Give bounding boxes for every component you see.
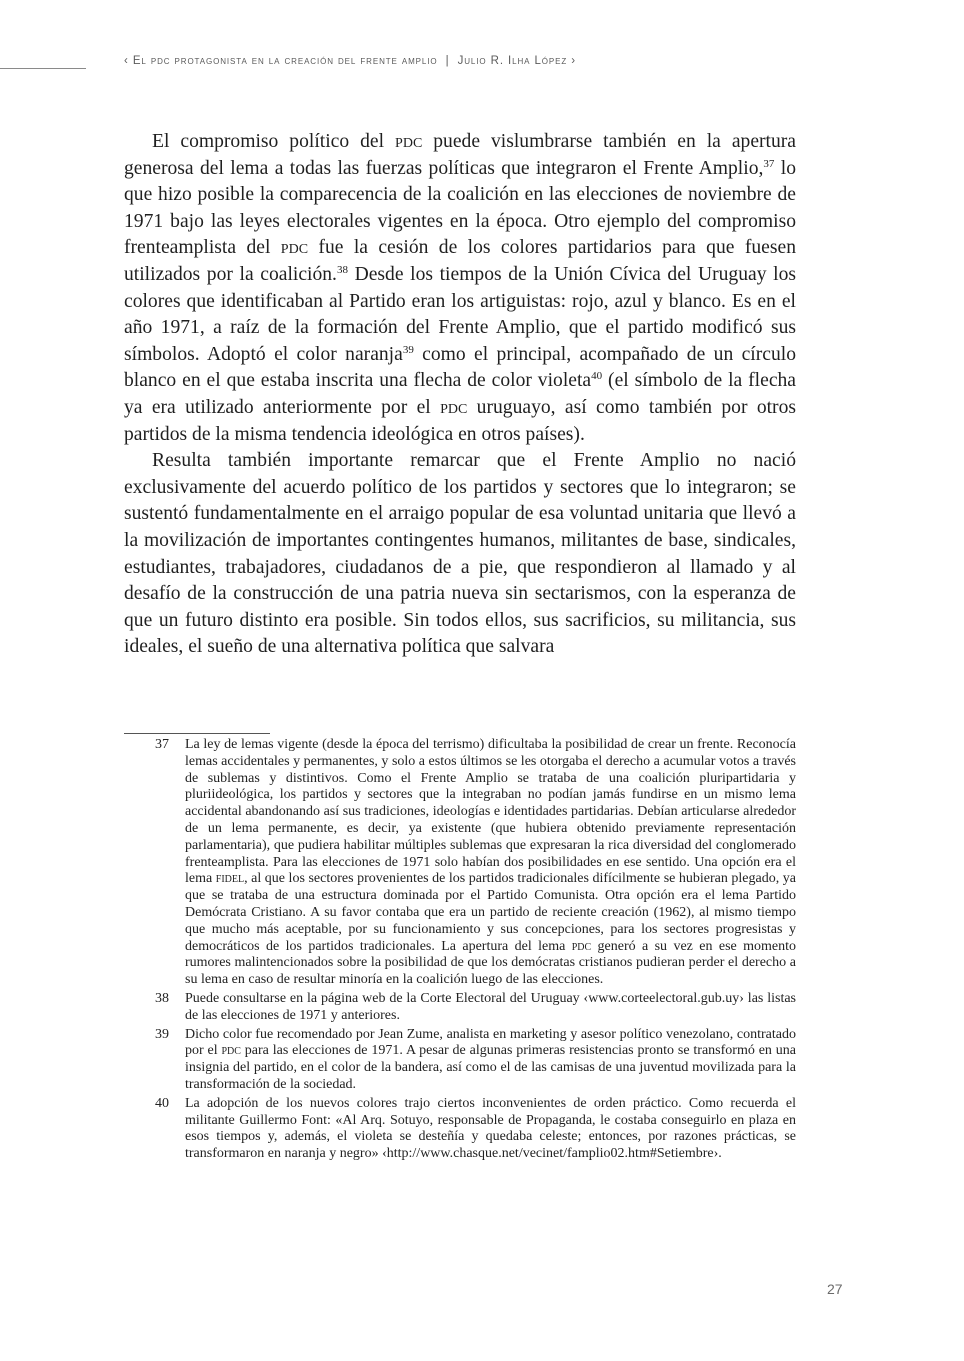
- footnotes: [124, 737, 796, 1165]
- text-run: (el símbolo de la flecha ya era utilizado anteriormente por el: [124, 370, 797, 418]
- footnote-37: [124, 737, 796, 989]
- text-run: El compromiso político del: [152, 131, 396, 152]
- text-run: uruguayo, así como también por otros partidos de la misma tendencia ideológica en otros países).: [124, 396, 797, 445]
- text-run: Desde los tiempos de la Unión Cívica del Uruguay los colores que identificaban al Partido eran los artiguistas: rojo, azul y blanco. Es en el año 1971, a raíz de la formación del Frente Amplio, que el partido modificó sus símbolos. Adoptó el color naranja: [124, 263, 796, 365]
- footnote-text: [185, 737, 796, 989]
- running-header: [124, 55, 844, 67]
- text-run: para las elecciones de 1971. A pesar de algunas primeras resistencias pronto se transformó en una insignia del partido, en el color de la bandera, así como el de las camisas de una juventud movilizada para la transformación de la sociedad.: [185, 1043, 796, 1092]
- footnote-ref-37[interactable]: 37: [763, 157, 775, 170]
- header-author: Julio R. Ilha López ›: [457, 55, 576, 67]
- footnote-number: 40: [155, 1095, 169, 1111]
- text-run: como el principal, acompañado de un círculo blanco en el que estaba inscrita una flecha de color violeta: [124, 343, 796, 392]
- footnote-ref-38[interactable]: 38: [336, 263, 348, 276]
- paragraph-1: [124, 129, 796, 448]
- text-run: generó a su vez en ese momento rumores malintencionados sobre la posibilidad de que los demócratas cristianos pudieran perder el derecho a su lema en caso de resultar minoría en la coalición luego de las elecciones.: [185, 938, 796, 988]
- footnote-number: 37: [155, 737, 169, 752]
- text-run: puede vislumbrarse también en la apertura generosa del lema a todas las fuerzas políticas que integraron el Frente Amplio,: [124, 131, 796, 179]
- acronym-pdc: pdc: [221, 1043, 241, 1059]
- footnote-rule: [124, 733, 270, 734]
- paragraph-2: Resulta también importante remarcar que el Frente Amplio no nació exclusivamente del acuerdo político de los partidos y sectores que lo integraron; se sustentó fundamentalmente en el arraigo popular de esa voluntad unitaria que llevó a la movilización de importantes contingentes humanos, militantes de base, sindicales, estudiantes, trabajadores, ciudadanos de a pie, que respondieron al llamado y al desafío de la construcción de una patria nueva sin sectarismos, con la esperanza de que un futuro distinto era posible. Sin todos ellos, sus sacrificios, su militancia, sus ideales, el sueño de una alternativa política que salvara: [124, 450, 796, 658]
- footnote-number: 38: [155, 990, 169, 1006]
- footnote-text: [185, 1027, 796, 1094]
- footnote-ref-39[interactable]: 39: [402, 343, 414, 356]
- header-title: ‹ El pdc protagonista en la creación del frente amplio: [124, 55, 438, 67]
- acronym-pdc: pdc: [395, 131, 423, 152]
- acronym-pdc: pdc: [440, 396, 468, 418]
- footnote-text: La adopción de los nuevos colores trajo ciertos inconvenientes de orden práctico. Como recuerda el militante Guillermo Font: «Al Arq. Sotuyo, responsable de Propaganda, le costaba conseguirlo en plaza en esos tiempos y, además, el violeta se desteñía y quedaba celeste; entonces, por razones prácticas, se transformaron en naranja y negro» ‹http://www.chasque.net/vecinet/famplio02.htm#Setiembre›.: [185, 1095, 796, 1162]
- footnote-text: Puede consultarse en la página web de la Corte Electoral del Uruguay ‹www.corteelectoral.gub.uy› las listas de las elecciones de 1971 y anteriores.: [185, 990, 796, 1023]
- footnote-40: [124, 1096, 796, 1163]
- text-run: , al que los sectores provenientes de los partidos tradicionales difícilmente se hubieran plegado, ya que se trataba de una estructura dominada por el Partido Comunista. Otra opción era el lema Partido Demócrata Cristiano. A su favor contaba que era un partido de reciente creación (1962), al mismo tiempo que mucho más aceptable, por su funcionamiento y sus concepciones, para los sectores progresistas y democráticos de los partidos tradicionales. La apertura del lema: [185, 871, 796, 954]
- footnote-ref-40[interactable]: 40: [591, 370, 603, 383]
- footnote-number: 39: [155, 1026, 169, 1042]
- acronym-fidel: fidel: [215, 871, 245, 887]
- text-run: Dicho color fue recomendado por Jean Zume, analista en marketing y asesor político venezolano, contratado por el: [185, 1026, 796, 1059]
- acronym-pdc: pdc: [571, 938, 592, 954]
- text-run: lo que hizo posible la comparecencia de la coalición en las elecciones de noviembre de 1971 bajo las leyes electorales vigentes en la época. Otro ejemplo del compromiso frenteamplista del: [124, 157, 796, 259]
- page-number: 27: [827, 1281, 843, 1297]
- footnote-39: [124, 1027, 796, 1094]
- header-rule: [0, 68, 86, 69]
- acronym-pdc: pdc: [280, 237, 309, 259]
- footnote-38: [124, 991, 796, 1025]
- header-separator: |: [445, 55, 450, 67]
- text-run: fue la cesión de los colores partidarios para que fuesen utilizados por la coalición.: [124, 237, 796, 285]
- text-run: La ley de lemas vigente (desde la época del terrismo) dificultaba la posibilidad de crear un frente. Reconocía lemas accidentales y permanentes, y solo a estos últimos se les otorgaba el derecho a acumular votos a través de sublemas y distintivos. Como el Frente Amplio se trataba de una coalición pluripartidaria y pluriideológica, los partidos y sectores que la integraban no podían jamás fundirse en un mismo lema accidental abandonando así sus tradiciones, ideologías e identidades partidarias. Debían articularse alrededor de un lema permanente, es decir, ya existente (que hubiera obtenido previamente representación parlamentaria), que pudiera habilitar múltiples sublemas que expresaran la rica diversidad del conglomerado frenteamplista. Para las elecciones de 1971 solo habían dos posibilidades en ese sentido. Una opción era el lema: [185, 737, 796, 887]
- body-text: [124, 129, 796, 661]
